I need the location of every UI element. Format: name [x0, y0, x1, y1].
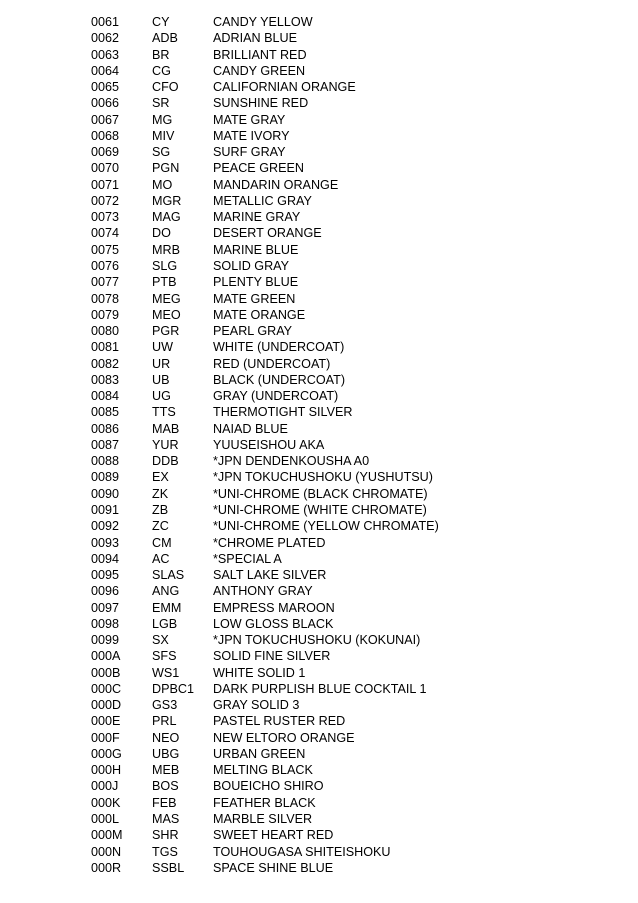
- color-name: *UNI-CHROME (WHITE CHROMATE): [213, 502, 427, 517]
- color-name: WHITE SOLID 1: [213, 665, 306, 680]
- color-name: ANTHONY GRAY: [213, 584, 313, 599]
- table-row: [91, 681, 611, 697]
- color-abbreviation: ZC: [152, 519, 169, 534]
- color-code: 0074: [91, 226, 120, 241]
- color-abbreviation: SLG: [152, 258, 178, 273]
- table-row: [91, 616, 611, 632]
- color-code: 0090: [91, 486, 120, 501]
- table-row: [91, 144, 611, 160]
- color-code: 0068: [91, 128, 120, 143]
- color-name: SWEET HEART RED: [213, 828, 334, 843]
- color-abbreviation: DPBC1: [152, 681, 194, 696]
- color-name: FEATHER BLACK: [213, 795, 316, 810]
- color-name: MARINE GRAY: [213, 210, 301, 225]
- color-name: MATE IVORY: [213, 128, 290, 143]
- table-row: [91, 323, 611, 339]
- color-name: EMPRESS MAROON: [213, 600, 335, 615]
- color-abbreviation: WS1: [152, 665, 180, 680]
- table-row: [91, 844, 611, 860]
- color-abbreviation: DO: [152, 226, 171, 241]
- color-name: MATE GRAY: [213, 112, 286, 127]
- color-abbreviation: SSBL: [152, 860, 185, 875]
- table-row: [91, 713, 611, 729]
- color-code: 0067: [91, 112, 120, 127]
- color-code: 0076: [91, 258, 120, 273]
- color-name: SALT LAKE SILVER: [213, 568, 327, 583]
- color-name: URBAN GREEN: [213, 746, 306, 761]
- color-code: 000L: [91, 812, 120, 827]
- color-code: 0094: [91, 551, 120, 566]
- color-code: 0080: [91, 324, 120, 339]
- table-row: [91, 697, 611, 713]
- color-name: BLACK (UNDERCOAT): [213, 372, 346, 387]
- color-code: 0098: [91, 616, 120, 631]
- table-row: [91, 291, 611, 307]
- color-name: *JPN DENDENKOUSHA A0: [213, 454, 370, 469]
- color-code: 000M: [91, 828, 123, 843]
- color-name: DESERT ORANGE: [213, 226, 322, 241]
- color-code: 000H: [91, 763, 122, 778]
- color-code: 0082: [91, 356, 120, 371]
- table-row: [91, 665, 611, 681]
- color-name: LOW GLOSS BLACK: [213, 616, 334, 631]
- color-code: 000N: [91, 844, 122, 859]
- color-name: PLENTY BLUE: [213, 275, 299, 290]
- color-name: PASTEL RUSTER RED: [213, 714, 346, 729]
- color-name: *CHROME PLATED: [213, 535, 326, 550]
- color-code: 000F: [91, 730, 120, 745]
- color-name: MANDARIN ORANGE: [213, 177, 339, 192]
- color-code: 0086: [91, 421, 120, 436]
- color-code: 0070: [91, 161, 120, 176]
- color-abbreviation: GS3: [152, 698, 178, 713]
- table-row: [91, 112, 611, 128]
- color-abbreviation: MG: [152, 112, 173, 127]
- color-name: TOUHOUGASA SHITEISHOKU: [213, 844, 391, 859]
- color-abbreviation: MRB: [152, 242, 180, 257]
- color-name: CANDY YELLOW: [213, 15, 313, 29]
- color-abbreviation: ADB: [152, 31, 178, 46]
- color-abbreviation: UB: [152, 372, 170, 387]
- color-name: *UNI-CHROME (BLACK CHROMATE): [213, 486, 428, 501]
- table-row: [91, 795, 611, 811]
- color-name: ADRIAN BLUE: [213, 31, 297, 46]
- color-abbreviation: TGS: [152, 844, 178, 859]
- color-abbreviation: MGR: [152, 193, 182, 208]
- color-abbreviation: SHR: [152, 828, 179, 843]
- color-abbreviation: MAG: [152, 210, 181, 225]
- table-row: [91, 486, 611, 502]
- color-abbreviation: EMM: [152, 600, 182, 615]
- color-abbreviation: PRL: [152, 714, 177, 729]
- color-code: 000R: [91, 860, 122, 875]
- table-row: [91, 632, 611, 648]
- color-code: 0097: [91, 600, 120, 615]
- color-code: 0085: [91, 405, 120, 420]
- color-abbreviation: UG: [152, 389, 171, 404]
- color-code: 000G: [91, 746, 122, 761]
- color-name: *JPN TOKUCHUSHOKU (KOKUNAI): [213, 633, 421, 648]
- table-row: [91, 567, 611, 583]
- color-name: SOLID GRAY: [213, 258, 290, 273]
- color-abbreviation: ANG: [152, 584, 180, 599]
- table-row: [91, 648, 611, 664]
- color-name: MARBLE SILVER: [213, 812, 313, 827]
- color-code: 000A: [91, 649, 121, 664]
- color-name: MATE ORANGE: [213, 307, 306, 322]
- color-name: *JPN TOKUCHUSHOKU (YUSHUTSU): [213, 470, 433, 485]
- color-code: 0096: [91, 584, 120, 599]
- color-code: 000K: [91, 795, 121, 810]
- color-abbreviation: MEO: [152, 307, 181, 322]
- color-code-table: [91, 14, 611, 876]
- color-abbreviation: FEB: [152, 795, 177, 810]
- table-row: [91, 79, 611, 95]
- color-abbreviation: UW: [152, 340, 173, 355]
- table-row: [91, 95, 611, 111]
- color-abbreviation: LGB: [152, 616, 178, 631]
- color-abbreviation: BR: [152, 47, 170, 62]
- table-row: [91, 356, 611, 372]
- color-abbreviation: DDB: [152, 454, 179, 469]
- table-row: [91, 811, 611, 827]
- table-row: [91, 388, 611, 404]
- table-row: [91, 469, 611, 485]
- color-name: NEW ELTORO ORANGE: [213, 730, 355, 745]
- color-abbreviation: MAS: [152, 812, 180, 827]
- table-row: [91, 258, 611, 274]
- color-name: MATE GREEN: [213, 291, 296, 306]
- color-code: 0061: [91, 15, 120, 29]
- color-name: SURF GRAY: [213, 145, 286, 160]
- color-abbreviation: CG: [152, 63, 171, 78]
- table-row: [91, 47, 611, 63]
- color-abbreviation: EX: [152, 470, 169, 485]
- table-row: [91, 372, 611, 388]
- table-row: [91, 242, 611, 258]
- color-abbreviation: SX: [152, 633, 169, 648]
- color-abbreviation: SR: [152, 96, 170, 111]
- color-code: 0093: [91, 535, 120, 550]
- color-code: 0078: [91, 291, 120, 306]
- table-row: [91, 193, 611, 209]
- table-row: [91, 600, 611, 616]
- color-abbreviation: UR: [152, 356, 171, 371]
- color-code: 0075: [91, 242, 120, 257]
- color-code: 000D: [91, 698, 122, 713]
- color-code: 0089: [91, 470, 120, 485]
- table-row: [91, 339, 611, 355]
- color-abbreviation: ZB: [152, 502, 169, 517]
- color-name: *UNI-CHROME (YELLOW CHROMATE): [213, 519, 439, 534]
- table-row: [91, 437, 611, 453]
- table-row: [91, 746, 611, 762]
- color-name: NAIAD BLUE: [213, 421, 288, 436]
- color-name: BOUEICHO SHIRO: [213, 779, 324, 794]
- color-abbreviation: UBG: [152, 746, 180, 761]
- color-name: MELTING BLACK: [213, 763, 313, 778]
- color-abbreviation: TTS: [152, 405, 176, 420]
- color-code: 0073: [91, 210, 120, 225]
- table-row: [91, 30, 611, 46]
- color-code: 0095: [91, 568, 120, 583]
- color-abbreviation: PTB: [152, 275, 177, 290]
- color-abbreviation: AC: [152, 551, 170, 566]
- color-abbreviation: YUR: [152, 437, 179, 452]
- table-row: [91, 778, 611, 794]
- color-name: METALLIC GRAY: [213, 193, 312, 208]
- table-row: [91, 762, 611, 778]
- table-row: [91, 177, 611, 193]
- color-code: 0071: [91, 177, 120, 192]
- color-name: GRAY SOLID 3: [213, 698, 300, 713]
- color-name: GRAY (UNDERCOAT): [213, 389, 339, 404]
- table-row: [91, 421, 611, 437]
- table-row: [91, 551, 611, 567]
- color-abbreviation: CM: [152, 535, 172, 550]
- color-code: 0088: [91, 454, 120, 469]
- table-row: [91, 63, 611, 79]
- color-name: YUUSEISHOU AKA: [213, 437, 325, 452]
- color-name: SOLID FINE SILVER: [213, 649, 331, 664]
- color-code: 000B: [91, 665, 121, 680]
- color-abbreviation: SLAS: [152, 568, 185, 583]
- color-abbreviation: BOS: [152, 779, 179, 794]
- color-abbreviation: MAB: [152, 421, 180, 436]
- color-abbreviation: ZK: [152, 486, 169, 501]
- color-abbreviation: MO: [152, 177, 173, 192]
- table-row: [91, 453, 611, 469]
- color-abbreviation: MIV: [152, 128, 175, 143]
- table-row: [91, 225, 611, 241]
- table-row: [91, 14, 611, 30]
- color-name: THERMOTIGHT SILVER: [213, 405, 353, 420]
- color-code: 0064: [91, 63, 120, 78]
- color-code: 0063: [91, 47, 120, 62]
- table-row: [91, 518, 611, 534]
- color-abbreviation: MEG: [152, 291, 181, 306]
- color-abbreviation: PGR: [152, 324, 180, 339]
- color-abbreviation: CFO: [152, 80, 179, 95]
- color-name: SPACE SHINE BLUE: [213, 860, 334, 875]
- table-row: [91, 502, 611, 518]
- color-code: 0079: [91, 307, 120, 322]
- color-code: 0087: [91, 437, 120, 452]
- table-row: [91, 827, 611, 843]
- color-name: BRILLIANT RED: [213, 47, 307, 62]
- color-abbreviation: CY: [152, 15, 170, 29]
- color-name: DARK PURPLISH BLUE COCKTAIL 1: [213, 681, 427, 696]
- color-code: 0083: [91, 372, 120, 387]
- table-row: [91, 274, 611, 290]
- color-name: CANDY GREEN: [213, 63, 306, 78]
- table-row: [91, 730, 611, 746]
- table-row: [91, 307, 611, 323]
- color-abbreviation: MEB: [152, 763, 180, 778]
- color-name: PEACE GREEN: [213, 161, 304, 176]
- color-code: 0066: [91, 96, 120, 111]
- color-name: SUNSHINE RED: [213, 96, 309, 111]
- color-code: 000C: [91, 681, 122, 696]
- color-code: 0081: [91, 340, 120, 355]
- color-name: CALIFORNIAN ORANGE: [213, 80, 356, 95]
- color-name: WHITE (UNDERCOAT): [213, 340, 345, 355]
- color-abbreviation: NEO: [152, 730, 180, 745]
- color-code: 0092: [91, 519, 120, 534]
- color-code: 0069: [91, 145, 120, 160]
- color-code: 0091: [91, 502, 120, 517]
- table-row: [91, 535, 611, 551]
- color-code: 0062: [91, 31, 120, 46]
- table-row: [91, 404, 611, 420]
- color-abbreviation: SG: [152, 145, 171, 160]
- table-row: [91, 209, 611, 225]
- color-abbreviation: PGN: [152, 161, 180, 176]
- color-name: PEARL GRAY: [213, 324, 293, 339]
- color-name: MARINE BLUE: [213, 242, 299, 257]
- color-code: 0099: [91, 633, 120, 648]
- table-row: [91, 583, 611, 599]
- table-row: [91, 160, 611, 176]
- color-code: 0077: [91, 275, 120, 290]
- color-code: 0072: [91, 193, 120, 208]
- color-name: *SPECIAL A: [213, 551, 282, 566]
- color-code: 0065: [91, 80, 120, 95]
- color-code: 000E: [91, 714, 121, 729]
- table-row: [91, 860, 611, 876]
- color-code: 000J: [91, 779, 119, 794]
- color-code: 0084: [91, 389, 120, 404]
- color-name: RED (UNDERCOAT): [213, 356, 331, 371]
- table-row: [91, 128, 611, 144]
- color-abbreviation: SFS: [152, 649, 177, 664]
